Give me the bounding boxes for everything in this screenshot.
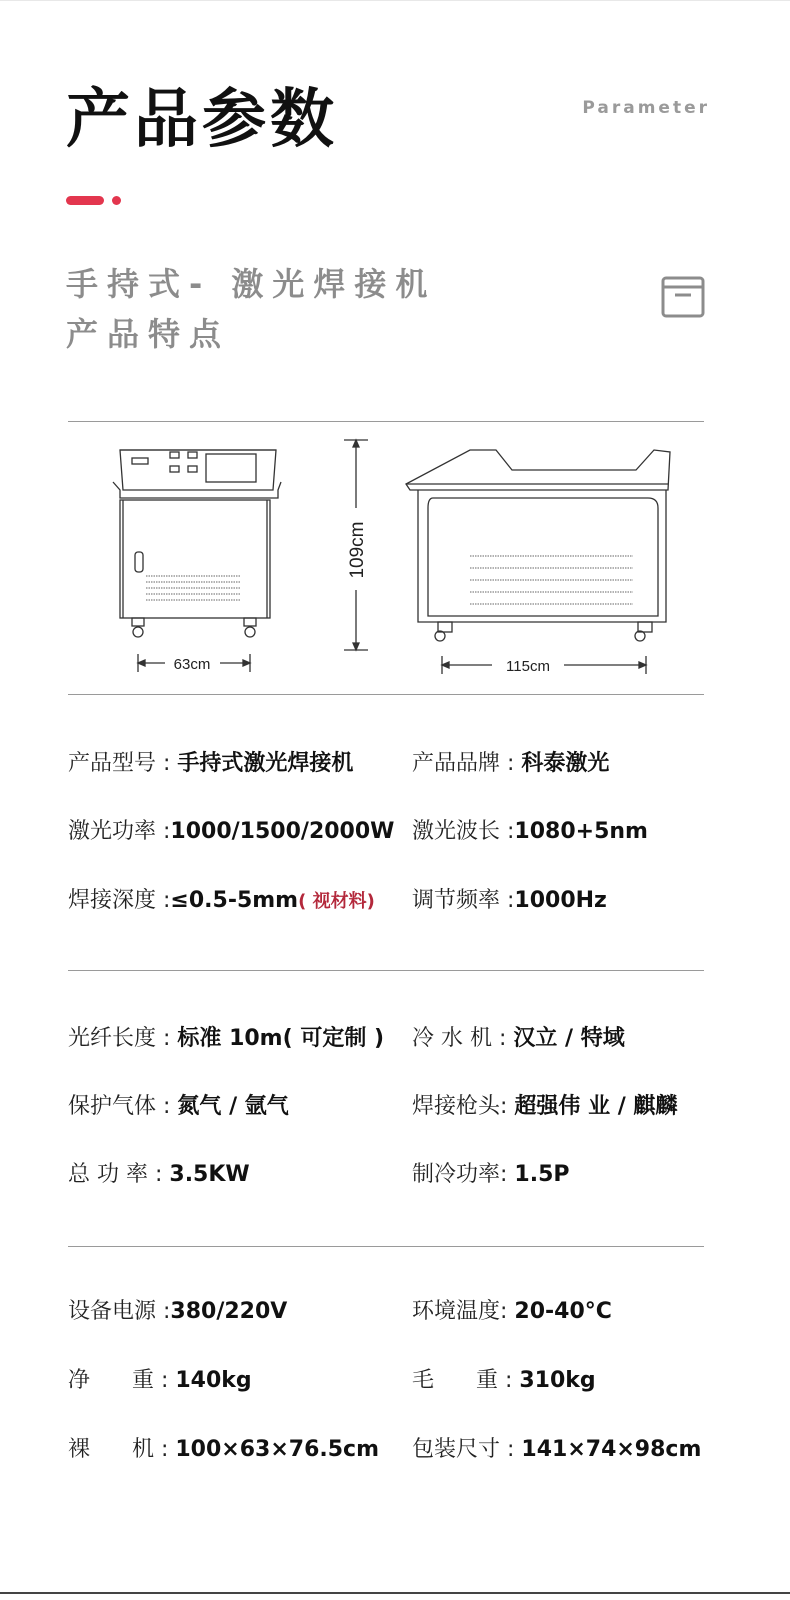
spec-row — [68, 812, 728, 852]
bottom-divider — [0, 1592, 790, 1594]
spec-value: 1.5P — [514, 1162, 570, 1187]
accent-dot — [112, 196, 121, 205]
spec-label: 调节频率 : — [412, 888, 515, 913]
spec-value: 140kg — [175, 1368, 252, 1393]
spec-row — [68, 744, 728, 784]
spec-row — [68, 1292, 728, 1332]
spec-value: 1000/1500/2000W — [170, 819, 395, 844]
spec-value: 141×74×98cm — [521, 1437, 702, 1462]
spec-value: 1000Hz — [514, 888, 607, 913]
spec-row — [68, 1019, 728, 1059]
spec-label: 光纤长度 : — [68, 1026, 178, 1051]
spec-label: 激光功率 : — [68, 819, 171, 844]
box-icon — [660, 275, 706, 319]
spec-label: 净 重 : — [68, 1368, 176, 1393]
height-label: 109cm — [347, 521, 368, 579]
accent-bar — [66, 196, 104, 205]
spec-label: 制冷功率: — [412, 1162, 515, 1187]
spec-label: 产品型号 : — [68, 751, 178, 776]
divider-group-1 — [68, 970, 704, 971]
spec-row — [68, 1430, 728, 1470]
spec-label: 产品品牌 : — [412, 751, 522, 776]
top-divider — [0, 0, 790, 1]
spec-label: 裸 机 : — [68, 1437, 176, 1462]
product-name: 手持式- 激光焊接机 — [66, 265, 437, 303]
spec-label: 设备电源 : — [68, 1299, 171, 1324]
page-title: 产品参数 — [66, 83, 338, 157]
spec-label: 焊接深度 : — [68, 888, 171, 913]
spec-value: 20-40°C — [514, 1299, 612, 1324]
divider-group-2 — [68, 1246, 704, 1247]
spec-label: 毛 重 : — [412, 1368, 520, 1393]
spec-row — [68, 1361, 728, 1401]
product-features-heading: 产品特点 — [66, 315, 231, 353]
spec-value: ≤0.5-5mm — [170, 888, 299, 913]
spec-value: 3.5KW — [169, 1162, 250, 1187]
spec-value: 1080+5nm — [514, 819, 648, 844]
front-view-drawing — [113, 450, 281, 637]
spec-value: 标准 10m( 可定制 ) — [177, 1026, 385, 1051]
spec-row — [68, 1087, 728, 1127]
spec-label: 焊接枪头: — [412, 1094, 515, 1119]
spec-row — [68, 881, 728, 921]
spec-value: 超强伟 业 / 麒麟 — [514, 1094, 678, 1119]
spec-value: 氮气 / 氩气 — [177, 1094, 289, 1119]
spec-label: 保护气体 : — [68, 1094, 178, 1119]
spec-value: 100×63×76.5cm — [175, 1437, 380, 1462]
length-label: 115cm — [506, 658, 550, 675]
spec-note: ( 视材料) — [298, 891, 375, 912]
spec-label: 冷 水 机 : — [412, 1026, 514, 1051]
spec-row — [68, 1155, 728, 1195]
spec-label: 激光波长 : — [412, 819, 515, 844]
spec-label: 总 功 率 : — [68, 1162, 170, 1187]
machine-dimension-diagram — [68, 422, 708, 692]
spec-value: 汉立 / 特域 — [513, 1026, 625, 1051]
side-view-drawing — [406, 450, 670, 641]
divider-diagram-bottom — [68, 694, 704, 695]
spec-label: 包装尺寸 : — [412, 1437, 522, 1462]
spec-label: 环境温度: — [412, 1299, 515, 1324]
spec-value: 手持式激光焊接机 — [177, 751, 354, 776]
spec-value: 380/220V — [170, 1299, 288, 1324]
spec-value: 310kg — [519, 1368, 596, 1393]
page-subtitle-en: Parameter — [582, 98, 710, 118]
spec-value: 科泰激光 — [521, 751, 610, 776]
width-label: 63cm — [173, 656, 211, 673]
